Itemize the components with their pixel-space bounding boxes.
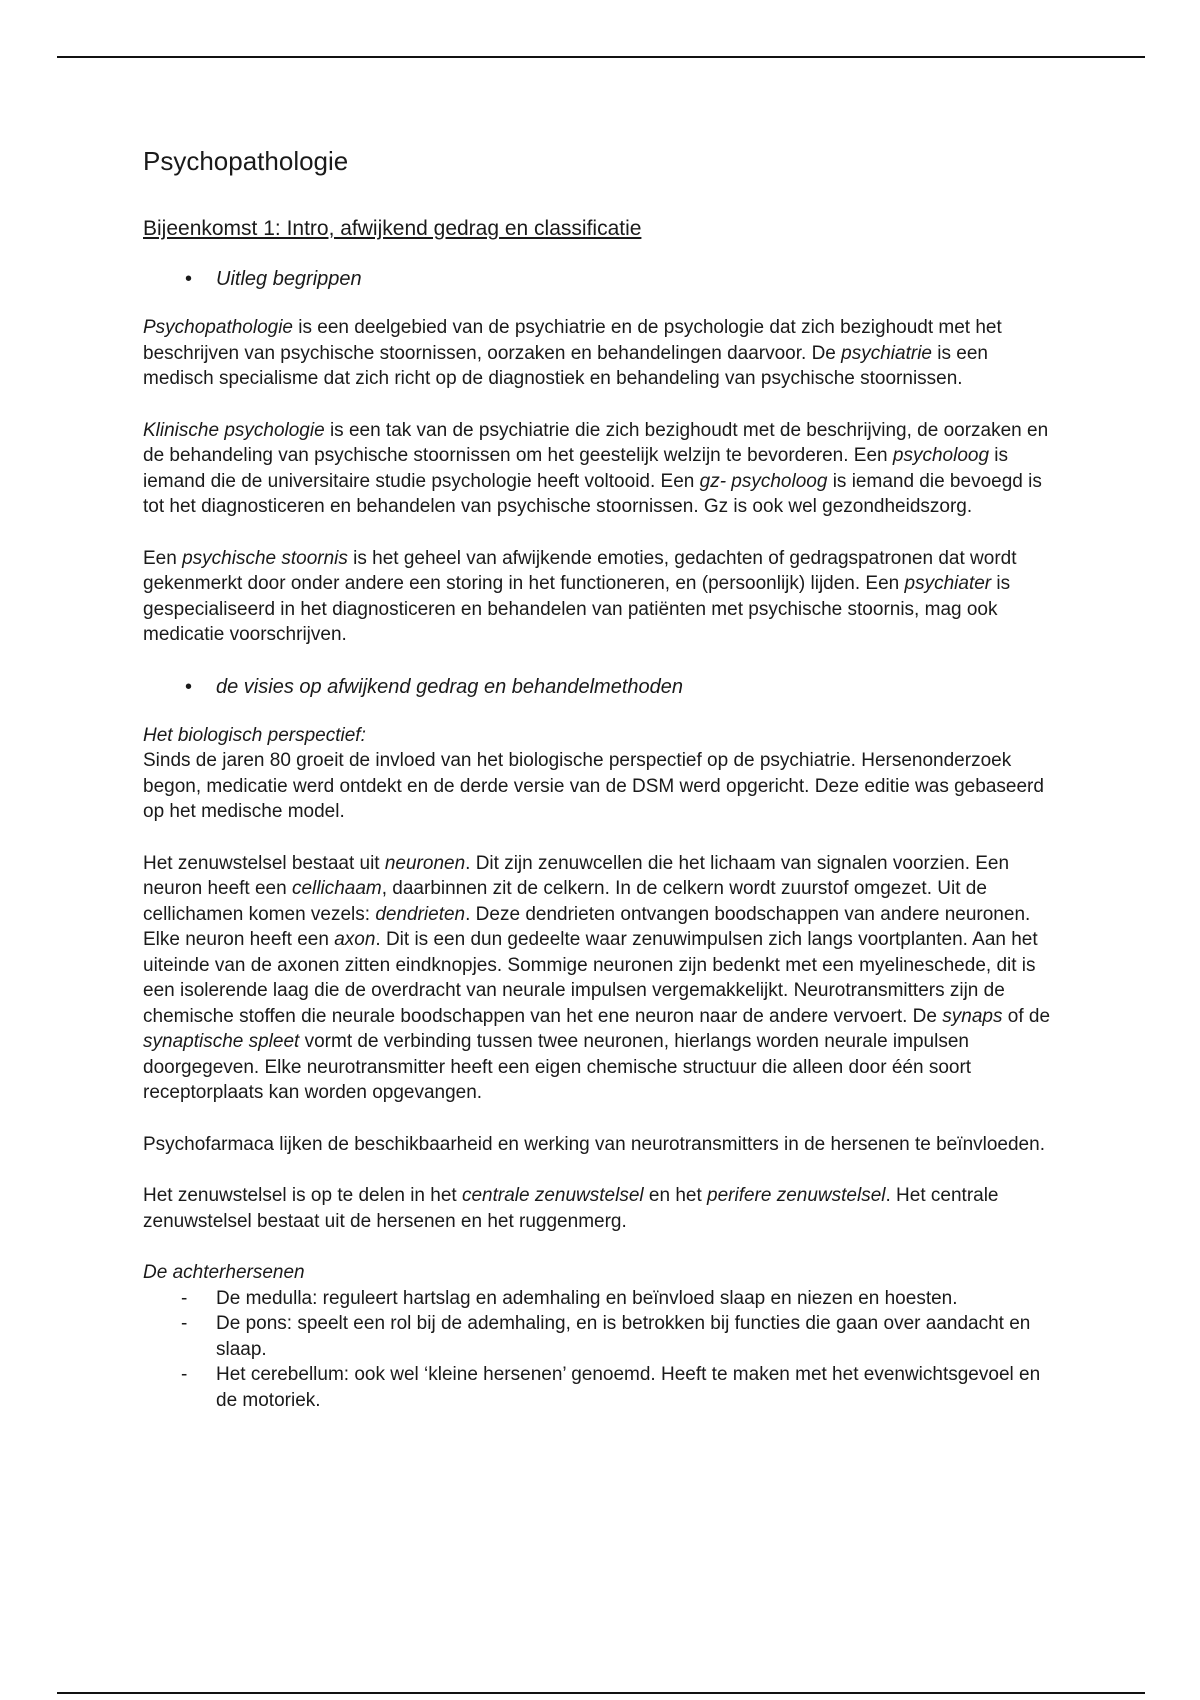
bullet-icon: • <box>185 268 193 290</box>
paragraph-zenuwstelsel-neuronen: Het zenuwstelsel bestaat uit neuronen. Dit zijn zenuwcellen die het lichaam van signalen voorzien. Een neuron heeft een cellichaam, daarbinnen zit de celkern. In de celkern wordt zuurstof omgezet. Uit de cellichamen komen vezels: dendrieten. Deze dendrieten ontvangen boodschappen van andere neuronen. Elke neuron heeft een axon. Dit is een dun gedeelte waar zenuwimpulsen zich langs voortplanten. Aan het uiteinde van de axonen zitten eindknopjes. Sommige neuronen zijn bedenkt met een myelineschede, dit is een isolerende laag die de overdracht van neurale impulsen vergemakkelijkt. Neurotransmitters zijn de chemische stoffen die neurale boodschappen van het ene neuron naar de andere vervoert. De synaps of de synaptische spleet vormt de verbinding tussen twee neuronen, hierlangs worden neurale impulsen doorgegeven. Elke neurotransmitter heeft een eigen chemische structuur die alleen door één soort receptorplaats kan worden opgevangen. <box>143 852 1051 1103</box>
section-heading: Bijeenkomst 1: Intro, afwijkend gedrag en classificatie <box>143 217 642 240</box>
bullet-text: Uitleg begrippen <box>216 268 362 290</box>
list-item: - Het cerebellum: ook wel ‘kleine hersenen’ genoemd. Heeft te maken met het evenwichtsgevoel en de motoriek. <box>181 1364 1041 1411</box>
bullet-visies <box>143 674 1063 701</box>
header-rule <box>57 56 1145 58</box>
page-title: Psychopathologie <box>143 146 349 176</box>
list-item: - De pons: speelt een rol bij de ademhaling, en is betrokken bij functies die gaan over aandacht en slaap. <box>181 1313 1031 1360</box>
bullet-text: de visies op afwijkend gedrag en behandelmethoden <box>216 675 684 698</box>
paragraph-psychische-stoornis: Een psychische stoornis is het geheel van afwijkende emoties, gedachten of gedragspatronen dat wordt gekenmerkt door onder andere een storing in het functioneren, en (persoonlijk) lijden. Een psychiater is gespecialiseerd in het diagnosticeren en behandelen van patiënten met psychische stoornis, mag ook medicatie voorschrijven. <box>143 547 1017 645</box>
paragraph-klinische-psychologie: Klinische psychologie is een tak van de psychiatrie die zich bezighoudt met de beschrijving, de oorzaken en de behandeling van psychische stoornissen om het geestelijk welzijn te bevorderen. Een psycholoog is iemand die de universitaire studie psychologie heeft voltooid. Een gz- psycholoog is iemand die bevoegd is tot het diagnosticeren en behandelen van psychische stoornissen. Gz is ook wel gezondheidszorg. <box>143 419 1049 517</box>
footer-rule <box>57 1692 1145 1694</box>
paragraph-biologisch-perspectief: Het biologisch perspectief: Sinds de jaren 80 groeit de invloed van het biologische perspectief op de psychiatrie. Hersenonderzoek begon, medicatie werd ontdekt en de derde versie van de DSM werd opgericht. Deze editie was gebaseerd op het medische model. <box>143 724 1044 822</box>
list-item: - De medulla: reguleert hartslag en ademhaling en beïnvloed slaap en niezen en hoesten. <box>181 1287 958 1309</box>
paragraph-psychopathologie: Psychopathologie is een deelgebied van de psychiatrie en de psychologie dat zich bezighoudt met het beschrijven van psychische stoornissen, oorzaken en behandelingen daarvoor. De psychiatrie is een medisch specialisme dat zich richt op de diagnostiek en behandeling van psychische stoornissen. <box>143 317 1002 389</box>
document-page <box>143 142 1063 1413</box>
paragraph-zenuwstelsel-delen: Het zenuwstelsel is op te delen in het centrale zenuwstelsel en het perifere zenuwstelsel. Het centrale zenuwstelsel bestaat uit de hersenen en het ruggenmerg. <box>143 1185 999 1232</box>
bullet-icon: • <box>185 675 193 698</box>
subheading: Het biologisch perspectief: <box>143 724 366 746</box>
paragraph-psychofarmaca: Psychofarmaca lijken de beschikbaarheid en werking van neurotransmitters in de hersenen te beïnvloeden. <box>143 1133 1045 1155</box>
bullet-uitleg-begrippen <box>143 266 1063 293</box>
achterhersenen-list <box>143 1286 1063 1414</box>
subheading-achterhersenen: De achterhersenen <box>143 1262 305 1283</box>
